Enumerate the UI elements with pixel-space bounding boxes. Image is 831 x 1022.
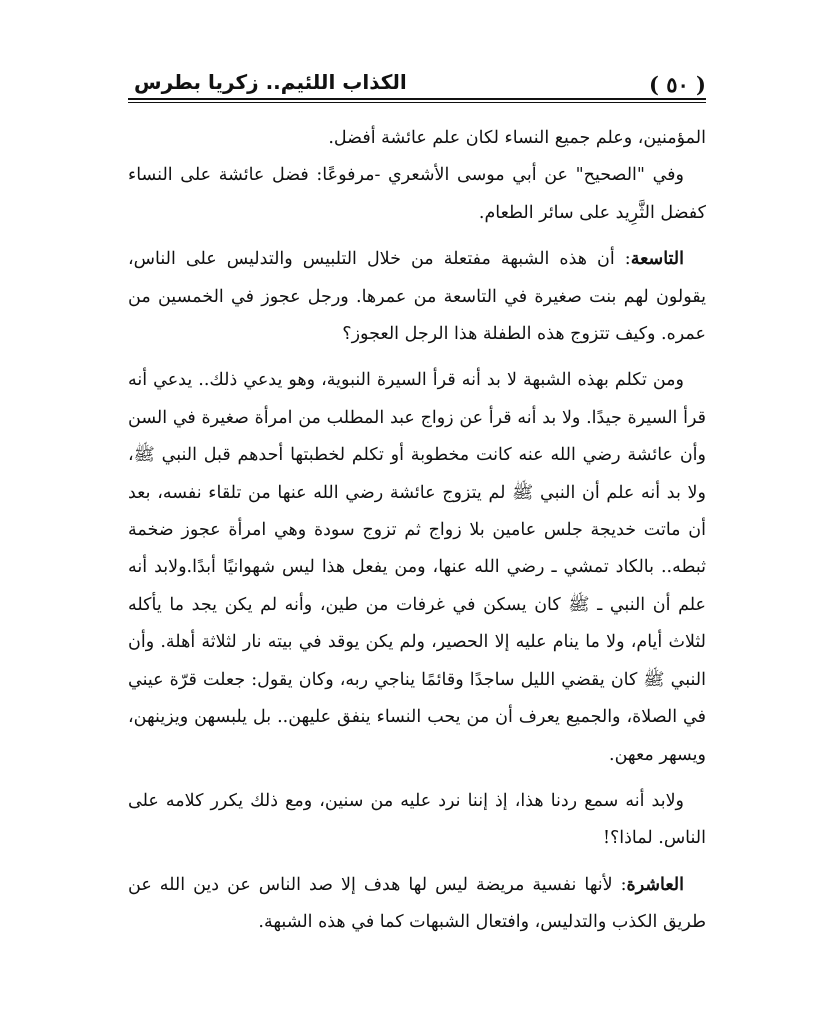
- paragraph-lead: التاسعة: [630, 249, 684, 270]
- paragraph-text: : أن هذه الشبهة مفتعلة من خلال التلبيس والتدليس على الناس، يقولون لهم بنت صغيرة في التاسعة من عمرها. ورجل عجوز في الخمسين من عمره. وكيف تتزوج هذه الطفلة هذا الرجل العجوز؟: [128, 249, 706, 345]
- paragraph-argument: [128, 362, 706, 773]
- paragraph-text: وفي "الصحيح" عن أبي موسى الأشعري -مرفوعًا: فضل عائشة على النساء كفضل الثَّرِيد على سائر الطعام.: [128, 165, 706, 223]
- paragraph-text: ومن تكلم بهذه الشبهة لا بد أنه قرأ السيرة النبوية، وهو يدعي ذلك.. يدعي أنه قرأ السيرة جيدًا. ولا بد أنه قرأ عن زواج عبد المطلب من امرأة صغيرة في السن وأن عائشة رضي الله عنه كانت مخطوبة أو تكلم لخطبتها أحدهم قبل النبي ﷺ، ولا بد أنه علم أن النبي ﷺ لم يتزوج عائشة رضي الله عنها من تلقاء نفسه، بعد أن ماتت خديجة جلس عامين بلا زواج ثم تزوج سودة وهي امرأة عجوز ضخمة ثبطه.. بالكاد تمشي ـ رضي الله عنها، ومن يفعل هذا ليس شهوانيًا أبدًا.ولابد أنه علم أن النبي ـ ﷺ كان يسكن في غرفات من طين، وأنه لم يكن يجد ما يأكله لثلاث أيام، ولا ما ينام عليه إلا الحصير، ولم يكن يوقد في بيته نار لثلاثة أهلة. وأن النبي ﷺ كان يقضي الليل ساجدًا وقائمًا يناجي ربه، وكان يقول: جعلت قرّة عيني في الصلاة، والجميع يعرف أن من يحب النساء ينفق عليهن.. بل يلبسهن ويزينهن، ويسهر معهن.: [128, 370, 706, 765]
- paragraph-continuation: [128, 120, 706, 157]
- paragraph-text: : لأنها نفسية مريضة ليس لها هدف إلا صد الناس عن دين الله عن طريق الكذب والتدليس، وافتعال الشبهات كما في هذه الشبهة.: [128, 874, 706, 933]
- paragraph-text: المؤمنين، وعلم جميع النساء لكان علم عائشة أفضل.: [328, 128, 706, 148]
- paragraph-ninth-point: [128, 241, 706, 353]
- body-text: [128, 120, 706, 942]
- book-title: الكذاب اللئيم.. زكريا بطرس: [134, 70, 407, 94]
- header-rule: [128, 98, 706, 103]
- paragraph-tenth-point: [128, 867, 706, 942]
- paragraph-text: ولابد أنه سمع ردنا هذا، إذ إننا نرد عليه من سنين، ومع ذلك يكرر كلامه على الناس. لماذا؟!: [128, 790, 706, 849]
- paragraph-hadith: [128, 157, 706, 232]
- paragraph-lead: العاشرة: [626, 874, 684, 895]
- running-header: [128, 68, 706, 102]
- paragraph-question: [128, 783, 706, 858]
- page-number: ( ٥٠ ): [648, 72, 706, 97]
